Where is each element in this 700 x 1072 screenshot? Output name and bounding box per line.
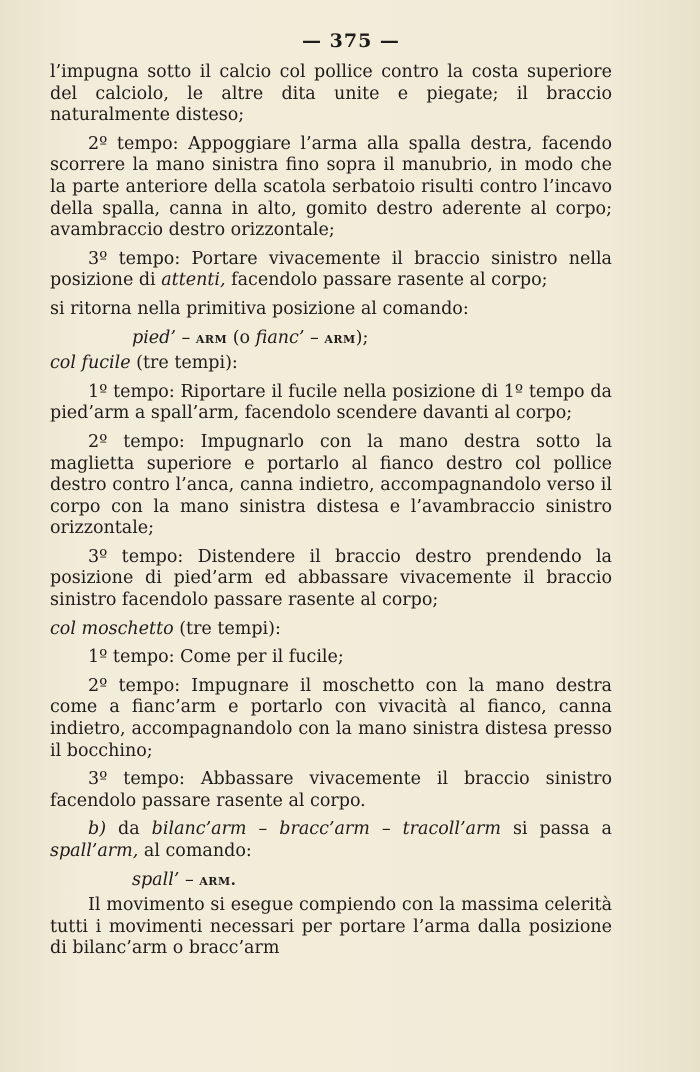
italic-term: tracoll’arm bbox=[402, 819, 501, 840]
page-body bbox=[50, 62, 612, 960]
text-segment: facendolo passare rasente al corpo; bbox=[225, 270, 548, 291]
dash: – bbox=[304, 327, 325, 348]
command-line-pied-arm bbox=[50, 328, 612, 350]
command-arm: arm bbox=[195, 328, 228, 347]
italic-term: bilanc’arm bbox=[151, 819, 247, 840]
moschetto-step-1: 1º tempo: Come per il fucile; bbox=[88, 647, 344, 668]
dash: – bbox=[179, 869, 200, 890]
paragraph-return: si ritorna nella primitiva posizione al comando: bbox=[50, 298, 469, 319]
section-subtitle: (tre tempi): bbox=[130, 353, 238, 374]
text-segment: (o bbox=[227, 327, 256, 348]
moschetto-step-3: 3º tempo: Abbassare vivacemente il braccio sinistro facendolo passare rasente al corpo. bbox=[50, 769, 612, 811]
command-word: pied’ bbox=[132, 327, 176, 348]
text-segment: ); bbox=[355, 327, 369, 348]
dash: – bbox=[175, 327, 196, 348]
command-word: spall’ bbox=[132, 869, 180, 890]
page-number: — 375 — bbox=[302, 30, 400, 52]
section-heading-moschetto bbox=[50, 619, 612, 641]
paragraph-second-step: 2º tempo: Appoggiare l’arma alla spalla destra, facendo scorrere la mano sinistra fino sopra il manubrio, in modo che la parte anteriore della scatola serbatoio risulti contro l’incavo della spalla, canna in alto, gomito destro aderente al corpo; avambraccio destro orizzontale; bbox=[50, 133, 612, 241]
paragraph-third-step bbox=[50, 249, 612, 292]
italic-term: spall’arm, bbox=[50, 841, 139, 861]
fucile-step-1: 1º tempo: Riportare il fucile nella posizione di 1º tempo da pied’arm a spall’arm, facendolo scendere davanti al corpo; bbox=[50, 381, 612, 424]
fucile-step-3: 3º tempo: Distendere il braccio destro prendendo la posizione di pied’arm ed abbassare vivacemente il braccio sinistro facendolo passare rasente al corpo; bbox=[50, 546, 612, 611]
text-segment: da bbox=[106, 819, 152, 840]
command-line-spall-arm bbox=[50, 870, 612, 892]
section-subtitle: (tre tempi): bbox=[173, 618, 281, 639]
paragraph-last: Il movimento si esegue compiendo con la massima celerità tutti i movimenti necessari per portare l’arma dalla posizione di bilanc’arm o bracc’arm bbox=[50, 895, 612, 959]
paragraph-continuation: l’impugna sotto il calcio col pollice contro la costa superiore del calciolo, le altre dita unite e piegate; il braccio naturalmente disteso; bbox=[50, 62, 612, 126]
dash: – bbox=[369, 819, 403, 840]
section-title: col moschetto bbox=[50, 618, 174, 639]
text-segment: 3º tempo: Portare vivacemente il braccio sinistro nella posizione di bbox=[50, 248, 612, 291]
paragraph-b bbox=[50, 819, 612, 862]
italic-term: bracc’arm bbox=[279, 819, 370, 840]
fucile-step-2: 2º tempo: Impugnarlo con la mano destra sotto la maglietta superiore e portarlo al fianco destro col pollice destro contro l’anca, canna indietro, accompagnandolo verso il corpo con la mano sinistra distesa e l’avambraccio sinistro orizzontale; bbox=[50, 431, 612, 539]
section-heading-fucile bbox=[50, 353, 612, 375]
command-arm: arm bbox=[324, 328, 356, 347]
section-title: col fucile bbox=[50, 353, 131, 374]
command-word: fianc’ bbox=[255, 327, 305, 348]
command-arm: arm. bbox=[199, 870, 237, 889]
dash: – bbox=[246, 819, 280, 840]
italic-term: attenti, bbox=[161, 270, 226, 291]
text-segment: al comando: bbox=[138, 841, 252, 861]
moschetto-step-2: 2º tempo: Impugnare il moschetto con la mano destra come a fianc’arm e portarlo con vivacità al fianco, canna indietro, accompagnandolo con la mano sinistra distesa presso il bocchino; bbox=[50, 675, 612, 761]
list-marker: b) bbox=[88, 819, 107, 840]
text-segment: si passa a bbox=[500, 819, 612, 840]
